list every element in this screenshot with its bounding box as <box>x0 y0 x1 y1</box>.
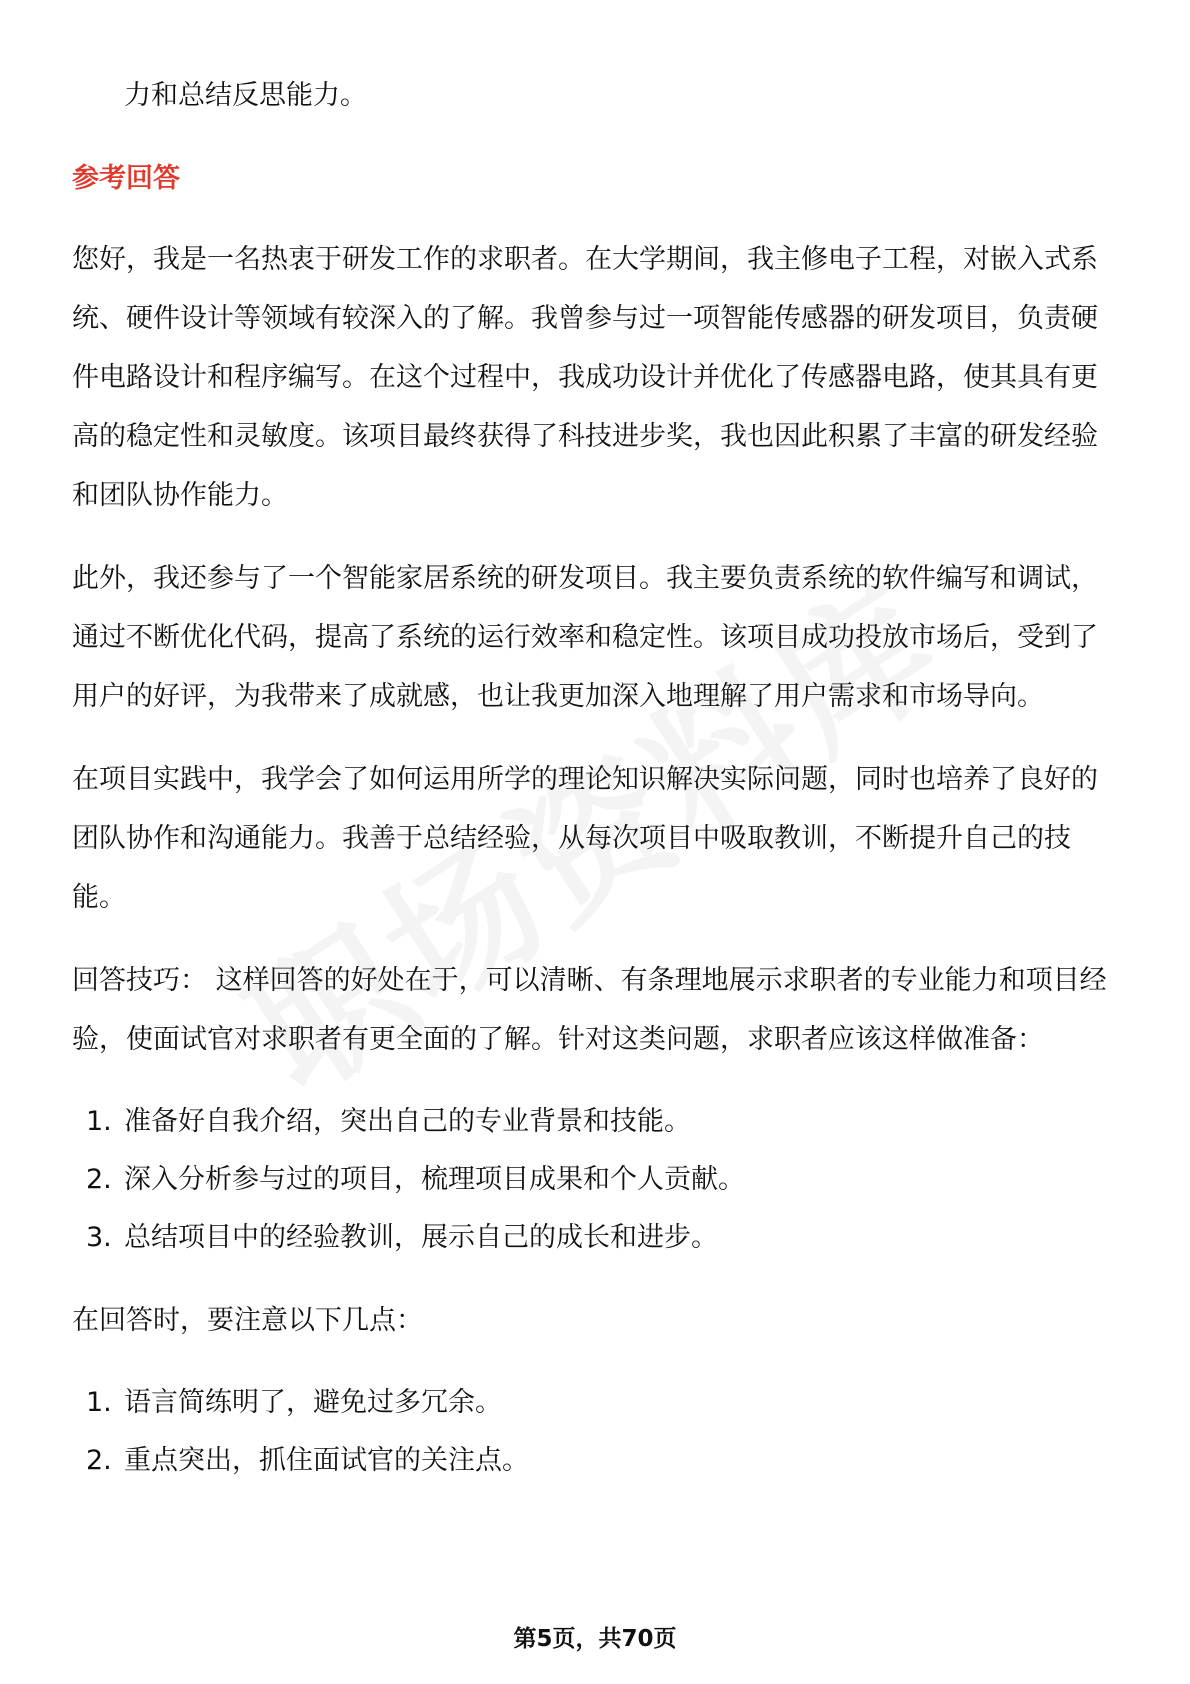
prep-list <box>72 1093 1124 1267</box>
list-item <box>72 1374 1124 1432</box>
list-item <box>72 1209 1124 1267</box>
answer-paragraph-1: 您好，我是一名热衷于研发工作的求职者。在大学期间，我主修电子工程，对嵌入式系统、硬件设计等领域有较深入的了解。我曾参与过一项智能传感器的研发项目，负责硬件电路设计和程序编写。在这个过程中，我成功设计并优化了传感器电路，使其具有更高的稳定性和灵敏度。该项目最终获得了科技进步奖，我也因此积累了丰富的研发经验和团队协作能力。 <box>72 244 1098 511</box>
list-item-text: 重点突出，抓住面试官的关注点。 <box>124 1445 529 1476</box>
list-item-text: 准备好自我介绍，突出自己的专业背景和技能。 <box>124 1106 691 1137</box>
list-number: 1. <box>86 1387 112 1418</box>
list-number: 2. <box>86 1164 112 1195</box>
page-footer: 第5页，共70页 <box>513 1626 677 1652</box>
carry-over-text: 力和总结反思能力。 <box>124 80 367 111</box>
answer-tips-paragraph: 回答技巧： 这样回答的好处在于，可以清晰、有条理地展示求职者的专业能力和项目经验，使面试官对求职者有更全面的了解。针对这类问题，求职者应该这样做准备： <box>72 965 1107 1055</box>
list-item <box>72 1093 1124 1151</box>
answer-paragraph-3: 在项目实践中，我学会了如何运用所学的理论知识解决实际问题，同时也培养了良好的团队协作和沟通能力。我善于总结经验，从每次项目中吸取教训，不断提升自己的技能。 <box>72 764 1098 913</box>
notes-list <box>72 1374 1124 1490</box>
section-heading: 参考回答 <box>72 163 180 194</box>
page-content <box>72 66 1124 1490</box>
answer-paragraph-2: 此外，我还参与了一个智能家居系统的研发项目。我主要负责系统的软件编写和调试，通过不断优化代码，提高了系统的运行效率和稳定性。该项目成功投放市场后，受到了用户的好评，为我带来了成就感，也让我更加深入地理解了用户需求和市场导向。 <box>72 563 1098 712</box>
list-item-text: 总结项目中的经验教训，展示自己的成长和进步。 <box>124 1222 718 1253</box>
list-number: 2. <box>86 1445 112 1476</box>
list-item-text: 深入分析参与过的项目，梳理项目成果和个人贡献。 <box>124 1164 745 1195</box>
notes-intro: 在回答时，要注意以下几点： <box>72 1305 423 1336</box>
list-number: 3. <box>86 1222 112 1253</box>
list-item <box>72 1432 1124 1490</box>
list-number: 1. <box>86 1106 112 1137</box>
list-item-text: 语言简练明了，避免过多冗余。 <box>124 1387 502 1418</box>
list-item <box>72 1151 1124 1209</box>
